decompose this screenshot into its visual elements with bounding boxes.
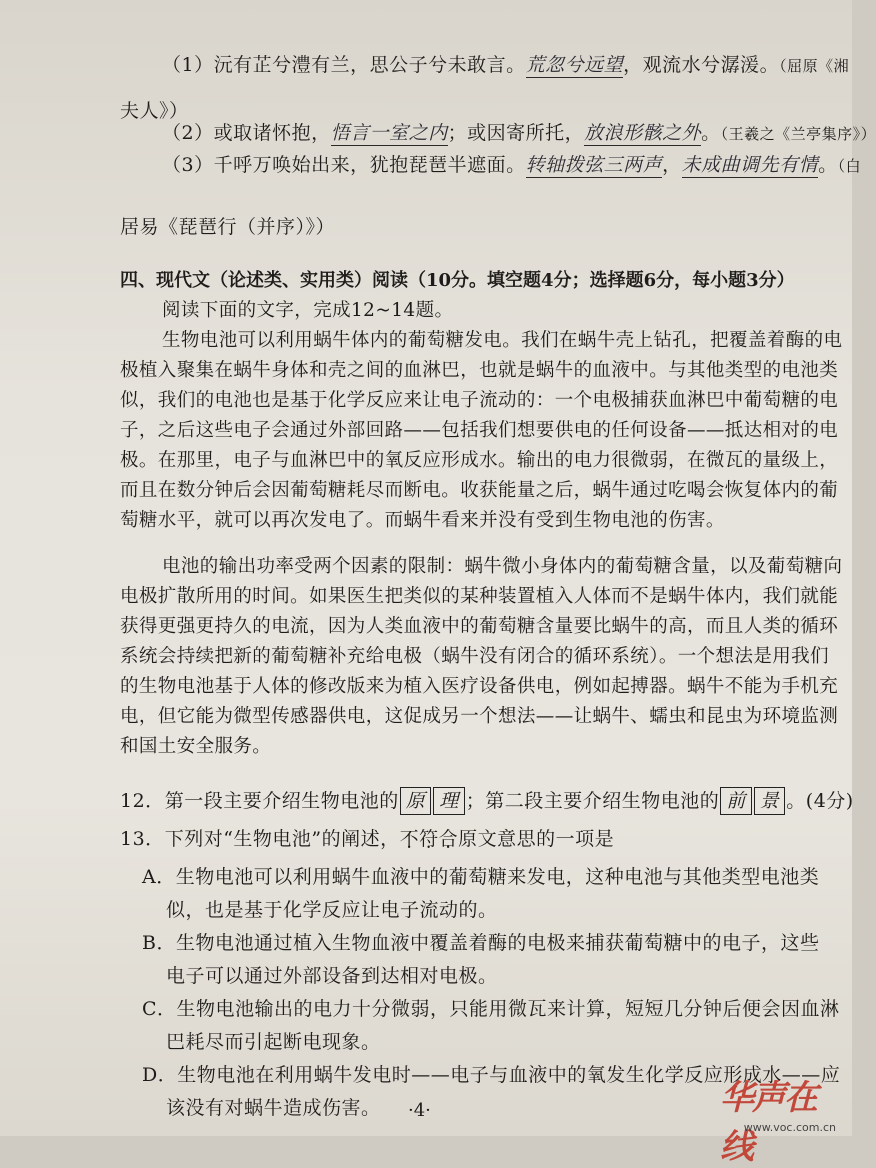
section-instruction: 阅读下面的文字，完成12~14题。: [162, 300, 454, 321]
watermark-text: 华声在线: [720, 1078, 816, 1167]
answer-box: 景: [754, 787, 786, 815]
passage-line: 获得更强更持久的电流，因为人类血液中的葡萄糖含量要比蜗牛的高，而且人类的循环: [120, 616, 839, 637]
passage-line: 萄糖水平，就可以再次发电了。而蜗牛看来并没有受到生物电池的伤害。: [120, 510, 725, 531]
watermark-logo: [720, 1070, 840, 1167]
passage-line: 似，我们的电池也是基于化学反应来让电子流动的：一个电极捕获血淋巴中葡萄糖的电: [120, 390, 839, 411]
emphasis-char: 不: [399, 828, 420, 850]
emphasis-char: 符: [419, 828, 439, 850]
emphasis-char: 合: [438, 828, 459, 850]
passage-line: 电极扩散所用的时间。如果医生把类似的某种装置植入人体而不是蜗牛体内，我们就能: [120, 586, 839, 607]
passage-line: 的生物电池基于人体的修改版来为植入医疗设备供电，例如起搏器。蜗牛不能为手机充: [120, 676, 839, 697]
option-a-line2: 似，也是基于化学反应让电子流动的。: [166, 899, 498, 921]
handwritten-answer: 未成曲调先有情: [681, 154, 819, 176]
option-b-line1: B．生物电池通过植入生物血液中覆盖着酶的电极来捕获葡萄糖中的电子，这些: [142, 932, 820, 954]
poem-line-1: （1）沅有芷兮澧有兰，思公子兮未敢言。荒忽兮远望，观流水兮潺湲。（屈原《湘: [162, 54, 850, 76]
question-13: 13．下列对“生物电池”的阐述，不符合原文意思的一项是: [120, 828, 615, 850]
handwritten-answer: 荒忽兮远望: [525, 54, 624, 76]
passage-line: 系统会持续把新的葡萄糖补充给电极（蜗牛没有闭合的循环系统）。一个想法是用我们: [120, 646, 829, 667]
handwritten-answer: 悟言一室之内: [330, 122, 448, 144]
option-a-line1: A．生物电池可以利用蜗牛血液中的葡萄糖来发电，这种电池与其他类型电池类: [142, 866, 820, 888]
passage-line: 生物电池可以利用蜗牛体内的葡萄糖发电。我们在蜗牛壳上钻孔，把覆盖着酶的电: [162, 330, 843, 351]
passage-line: 和国土安全服务。: [120, 736, 272, 757]
poem-line-2: （2）或取诸怀抱，悟言一室之内；或因寄所托，放浪形骸之外。（王羲之《兰亭集序》）: [162, 122, 876, 144]
passage-line: 电池的输出功率受两个因素的限制：蜗牛微小身体内的葡萄糖含量，以及葡萄糖向: [162, 556, 843, 577]
passage-line: 而且在数分钟后会因葡萄糖耗尽而断电。收获能量之后，蜗牛通过吃喝会恢复体内的葡: [120, 480, 839, 501]
option-d-line2: 该没有对蜗牛造成伤害。: [166, 1097, 381, 1119]
option-d-line1: D．生物电池在利用蜗牛发电时——电子与血液中的氧发生化学反应形成水——应: [142, 1064, 841, 1086]
poem-line-3: （3）千呼万唤始出来，犹抱琵琶半遮面。转轴拨弦三两声，未成曲调先有情。（白: [162, 154, 862, 176]
handwritten-answer: 转轴拨弦三两声: [525, 154, 663, 176]
answer-box: 原: [400, 787, 432, 815]
passage-line: 电，但它能为微型传感器供电，这促成另一个想法——让蜗牛、蠕虫和昆虫为环境监测: [120, 706, 839, 727]
option-b-line2: 电子可以通过外部设备到达相对电极。: [166, 965, 498, 987]
answer-box: 理: [433, 787, 465, 815]
watermark-url: www.voc.com.cn: [743, 1121, 836, 1134]
handwritten-answer: 放浪形骸之外: [584, 122, 702, 144]
answer-box: 前: [720, 787, 752, 815]
passage-line: 极。在那里，电子与血淋巴中的氧反应形成水。输出的电力很微弱，在微瓦的量级上，: [120, 450, 839, 471]
page-number: ·4·: [408, 1100, 431, 1121]
section-heading: 四、现代文（论述类、实用类）阅读（10分。填空题4分；选择题6分，每小题3分）: [120, 270, 795, 291]
question-12: 12．第一段主要介绍生物电池的 原 理 ；第二段主要介绍生物电池的 前 景 。(4分): [120, 786, 854, 816]
option-c-line2: 巴耗尽而引起断电现象。: [166, 1031, 381, 1053]
passage-line: 子，之后这些电子会通过外部回路——包括我们想要供电的任何设备——抵达相对的电: [120, 420, 839, 441]
poem-line-1-cont: 夫人》）: [120, 100, 189, 122]
option-c-line1: C．生物电池输出的电力十分微弱，只能用微瓦来计算，短短几分钟后便会因血淋: [142, 998, 840, 1020]
poem-line-3-cont: 居易《琵琶行（并序）》）: [120, 216, 336, 238]
passage-line: 极植入聚集在蜗牛身体和壳之间的血淋巴，也就是蜗牛的血液中。与其他类型的电池类: [120, 360, 839, 381]
